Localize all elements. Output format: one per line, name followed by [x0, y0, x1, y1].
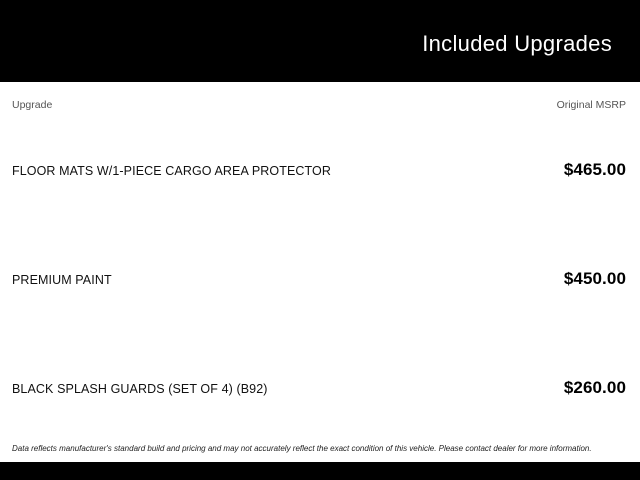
- upgrades-sheet: [0, 82, 640, 462]
- page-title: Included Upgrades: [422, 31, 612, 56]
- upgrade-name: PREMIUM PAINT: [12, 273, 112, 287]
- page-header: [0, 0, 640, 82]
- upgrade-price: $465.00: [563, 160, 626, 179]
- column-header-msrp: Original MSRP: [556, 99, 626, 111]
- upgrade-name: BLACK SPLASH GUARDS (SET OF 4) (B92): [12, 382, 268, 396]
- disclaimer-text: Data reflects manufacturer's standard build and pricing and may not accurately reflect the exact condition of this vehicle. Please contact dealer for more information.: [12, 444, 592, 453]
- table-row: [0, 134, 640, 243]
- column-header-upgrade: Upgrade: [12, 99, 53, 111]
- upgrades-list: [0, 134, 640, 461]
- table-row: [0, 243, 640, 352]
- footer-band: [0, 462, 640, 480]
- upgrade-price: $450.00: [563, 269, 626, 288]
- upgrade-price: $260.00: [563, 378, 626, 397]
- upgrade-name: FLOOR MATS W/1-PIECE CARGO AREA PROTECTOR: [12, 164, 331, 178]
